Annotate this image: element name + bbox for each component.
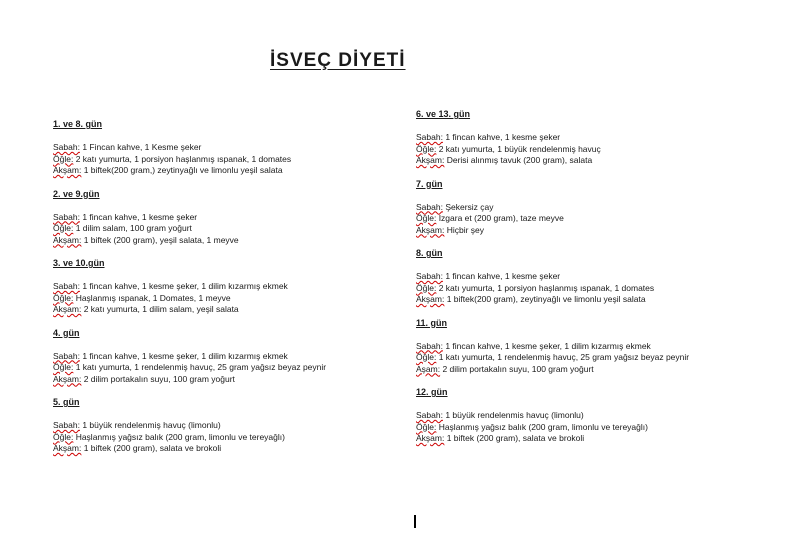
meal-text: 2 dilim portakalın suyu, 100 gram yoğurt xyxy=(440,363,594,374)
meal-text: 1 katı yumurta, 1 rendelenmiş havuç, 25 gram yağsız beyaz peynir xyxy=(436,352,690,362)
meal-text: Haşlanmış ıspanak, 1 Domates, 1 meyve xyxy=(73,292,231,303)
meal-line xyxy=(53,154,393,166)
meal-text: 2 dilim portakalın suyu, 100 gram yoğurt xyxy=(81,373,235,384)
document-title: İSVEÇ DİYETİ xyxy=(270,50,406,71)
meal-line xyxy=(53,142,393,154)
meal-label: Sabah: xyxy=(53,142,80,152)
meal-text: 1 biftek (200 gram), salata ve brokoli xyxy=(81,443,222,453)
meal-text: 2 katı yumurta, 1 büyük rendelenmiş havuç xyxy=(436,143,601,154)
meal-text: Derisi alınmış tavuk (200 gram), salata xyxy=(444,155,593,165)
day-section xyxy=(53,257,393,316)
meal-label: Akşam: xyxy=(53,234,82,245)
meal-label: Akşam: xyxy=(416,294,445,304)
meal-line xyxy=(416,294,756,306)
meal-text: 1 biftek (200 gram), salata ve brokoli xyxy=(444,433,585,443)
meal-text: 1 dilim salam, 100 gram yoğurt xyxy=(73,223,192,233)
meal-label: Sabah: xyxy=(416,410,443,420)
meal-line xyxy=(53,443,393,455)
meal-label: Öğle: xyxy=(53,362,74,372)
meal-label: Sabah: xyxy=(416,201,443,212)
meal-label: Akşam: xyxy=(416,433,445,443)
meal-label: Sabah: xyxy=(53,281,80,291)
meal-line xyxy=(416,271,756,283)
day-heading: 5. gün xyxy=(53,397,80,407)
meal-text: 1 büyük rendelenmiş havuç (limonlu) xyxy=(79,420,221,430)
meal-text: 2 katı yumurta, 1 porsiyon haşlanmış ıspanak, 1 domates xyxy=(436,282,655,293)
meal-line xyxy=(53,165,393,177)
meal-line xyxy=(53,351,393,363)
meal-text: Izgara et (200 gram), taze meyve xyxy=(436,213,564,223)
meal-line xyxy=(416,225,756,237)
meal-text: 2 katı yumurta, 1 porsiyon haşlanmış ıspanak, 1 domates xyxy=(73,153,292,164)
day-section xyxy=(416,317,756,376)
meal-text: 1 biftek(200 gram), zeytinyağlı ve limonlu yeşil salata xyxy=(444,294,646,304)
meal-label: Öğle: xyxy=(53,223,74,233)
meal-line xyxy=(53,374,393,386)
meal-text: 1 biftek(200 gram,) zeytinyağlı ve limonlu yeşil salata xyxy=(81,165,283,175)
meal-line xyxy=(53,212,393,224)
meal-line xyxy=(53,235,393,247)
meal-line xyxy=(53,420,393,432)
meal-text: 1 katı yumurta, 1 rendelenmiş havuç, 25 gram yağsız beyaz peynir xyxy=(73,362,327,372)
day-heading: 4. gün xyxy=(53,327,80,338)
meal-label: Öğle: xyxy=(416,421,437,432)
day-section xyxy=(53,188,393,247)
meal-text: 1 fincan kahve, 1 kesme şeker xyxy=(442,132,561,142)
meal-label: Sabah: xyxy=(53,350,80,361)
right-column xyxy=(416,108,756,456)
day-heading: 8. gün xyxy=(416,248,443,258)
meal-label: Öğle: xyxy=(416,143,437,154)
meal-label: Sabah: xyxy=(416,340,443,351)
meal-line xyxy=(53,362,393,374)
day-heading: 3. ve 10.gün xyxy=(53,258,105,268)
meal-text: 1 büyük rendelenmis havuç (limonlu) xyxy=(442,410,584,420)
meal-text: 1 fincan kahve, 1 kesme şeker xyxy=(442,271,561,281)
meal-line xyxy=(416,283,756,295)
day-section xyxy=(53,118,393,177)
meal-text: Haşlanmış yağsız balık (200 gram, limonlu ve tereyağlı) xyxy=(436,421,648,432)
meal-label: Öğle: xyxy=(416,282,437,293)
meal-line xyxy=(416,341,756,353)
meal-line xyxy=(416,422,756,434)
meal-text: Hiçbir şey xyxy=(444,224,485,235)
meal-label: Akşam: xyxy=(53,443,82,453)
meal-line xyxy=(53,293,393,305)
meal-label: Sabah: xyxy=(53,420,80,430)
meal-label: Akşam: xyxy=(53,165,82,175)
meal-line xyxy=(416,202,756,214)
meal-line xyxy=(416,364,756,376)
day-heading: 2. ve 9.gün xyxy=(53,188,100,199)
day-section xyxy=(416,108,756,167)
meal-label: Akşam: xyxy=(416,155,445,165)
text-cursor xyxy=(414,515,416,528)
meal-text: Şekersiz çay xyxy=(442,201,494,212)
meal-line xyxy=(416,132,756,144)
day-heading: 6. ve 13. gün xyxy=(416,109,471,119)
meal-label: Öğle: xyxy=(53,153,74,164)
meal-text: 1 fincan kahve, 1 kesme şeker, 1 dilim kızarmış ekmek xyxy=(442,340,651,351)
meal-line xyxy=(416,410,756,422)
meal-label: Akşam: xyxy=(416,224,445,235)
meal-line xyxy=(53,223,393,235)
left-column xyxy=(53,118,393,466)
meal-text: 1 Fincan kahve, 1 Kesme şeker xyxy=(79,142,202,152)
meal-line xyxy=(416,352,756,364)
meal-label: Öğle: xyxy=(53,431,74,442)
meal-line xyxy=(53,304,393,316)
day-section xyxy=(53,396,393,455)
day-section xyxy=(53,327,393,386)
meal-line xyxy=(416,144,756,156)
meal-line xyxy=(416,155,756,167)
meal-text: 2 katı yumurta, 1 dilim salam, yeşil salata xyxy=(81,304,239,314)
meal-line xyxy=(416,433,756,445)
meal-line xyxy=(53,432,393,444)
day-heading: 1. ve 8. gün xyxy=(53,119,103,129)
day-section xyxy=(416,178,756,237)
meal-label: Sabah: xyxy=(416,132,443,142)
meal-text: 1 fincan kahve, 1 kesme şeker xyxy=(79,211,198,222)
day-section xyxy=(416,247,756,306)
day-section xyxy=(416,386,756,445)
meal-label: Aşam: xyxy=(416,363,441,374)
meal-label: Sabah: xyxy=(416,271,443,281)
meal-text: 1 biftek (200 gram), yeşil salata, 1 meyve xyxy=(81,234,239,245)
meal-line xyxy=(53,281,393,293)
day-heading: 7. gün xyxy=(416,178,443,189)
day-heading: 12. gün xyxy=(416,387,448,397)
meal-line xyxy=(416,213,756,225)
meal-label: Öğle: xyxy=(53,292,74,303)
meal-text: 1 fincan kahve, 1 kesme şeker, 1 dilim kızarmış ekmek xyxy=(79,350,288,361)
meal-label: Öğle: xyxy=(416,213,437,223)
meal-label: Akşam: xyxy=(53,373,82,384)
meal-text: Haşlanmış yağsız balık (200 gram, limonlu ve tereyağlı) xyxy=(73,431,285,442)
meal-label: Öğle: xyxy=(416,352,437,362)
day-heading: 11. gün xyxy=(416,317,448,328)
meal-label: Akşam: xyxy=(53,304,82,314)
meal-text: 1 fincan kahve, 1 kesme şeker, 1 dilim kızarmış ekmek xyxy=(79,281,288,291)
meal-label: Sabah: xyxy=(53,211,80,222)
